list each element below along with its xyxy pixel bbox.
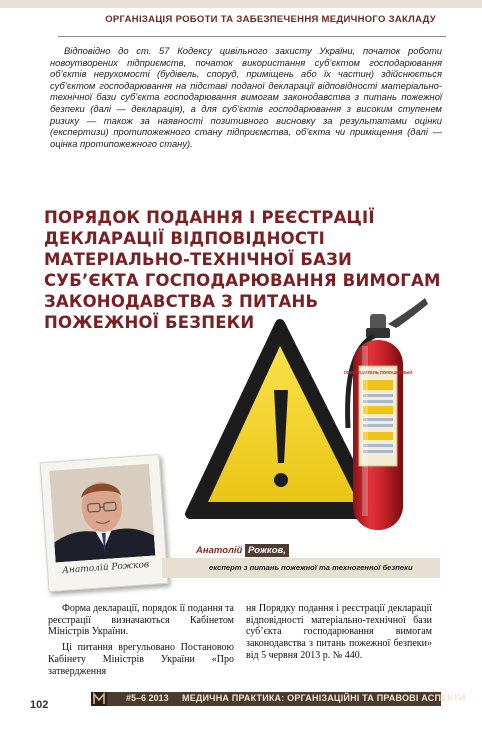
body-column-left bbox=[48, 603, 234, 681]
author-photo bbox=[49, 464, 155, 563]
author-first-name: Анатолій bbox=[196, 545, 243, 556]
body-column-right bbox=[246, 603, 432, 666]
header-band bbox=[0, 0, 482, 8]
body-paragraph: Ці питання врегульовано Постановою Кабінету Міністрів України «Про затвердження bbox=[48, 642, 234, 677]
author-role: експерт з питань пожежної та техногенної безпеки bbox=[209, 563, 413, 572]
title-line: МАТЕРІАЛЬНО-ТЕХНІЧНОЇ БАЗИ bbox=[44, 250, 353, 269]
journal-logo-icon bbox=[91, 692, 107, 706]
author-name bbox=[196, 545, 289, 556]
author-signature: Анатолій Рожков bbox=[61, 559, 150, 577]
author-portrait-icon bbox=[49, 464, 155, 563]
fire-safety-illustration bbox=[170, 288, 440, 558]
page-number: 102 bbox=[30, 699, 49, 711]
title-line: ДЕКЛАРАЦІЇ ВІДПОВІДНОСТІ bbox=[44, 229, 325, 248]
body-paragraph: Форма декларації, порядок її подання та реєстрації визначаються Кабінетом Міністрів України. bbox=[48, 603, 234, 638]
title-line: ПОРЯДОК ПОДАННЯ І РЕЄСТРАЦІЇ bbox=[44, 208, 375, 227]
extinguisher-label: ОГНЕТУШИТЕЛЬ ПОРОШКОВЫЙ bbox=[343, 370, 413, 375]
author-last-name: Рожков, bbox=[245, 544, 289, 557]
title-line: СУБ’ЄКТА ГОСПОДАРЮВАННЯ ВИМОГАМ bbox=[44, 271, 441, 290]
author-photo-card bbox=[40, 454, 169, 592]
section-title: ОРГАНІЗАЦІЯ РОБОТИ ТА ЗАБЕЗПЕЧЕННЯ МЕДИЧНОГО ЗАКЛАДУ bbox=[105, 14, 436, 25]
intro-paragraph: Відповідно до ст. 57 Кодексу цивільного захисту України, початок роботи новоутворених підприємств, початок використання суб’єктом господарювання об’єктів нерухомості (будівель, споруд, приміщень або їх частин) здійснюється суб’єктом господарювання на підставі поданої декларації відповідності матеріально-технічної бази суб’єкта господарювання вимогам законодавства з питань пожежної безпеки (далі — декларація), а для суб’єктів господарювання з високим ступенем ризику — також за наявності позитивного висновку за результатами оцінки (експертизи) протипожежного стану підприємства, об’єкта чи приміщення (далі — оцінка протипожежного стану). bbox=[50, 45, 442, 149]
header-rule bbox=[58, 36, 446, 37]
title-line: ЗАКОНОДАВСТВА З ПИТАНЬ bbox=[44, 292, 319, 311]
issue-number: #5–6 2013 bbox=[126, 693, 169, 703]
title-line: ПОЖЕЖНОЇ БЕЗПЕКИ bbox=[44, 313, 255, 332]
magazine-title: МЕДИЧНА ПРАКТИКА: ОРГАНІЗАЦІЙНІ ТА ПРАВОВІ АСПЕКТИ bbox=[182, 693, 466, 703]
body-paragraph: ня Порядку подання і реєстрації декларації відповідності матеріально-технічної бази суб’єкта господарювання вимогам законодавства з питань пожежної безпеки» від 5 червня 2013 р. № 440. bbox=[246, 603, 432, 661]
fire-extinguisher-icon bbox=[344, 298, 428, 530]
